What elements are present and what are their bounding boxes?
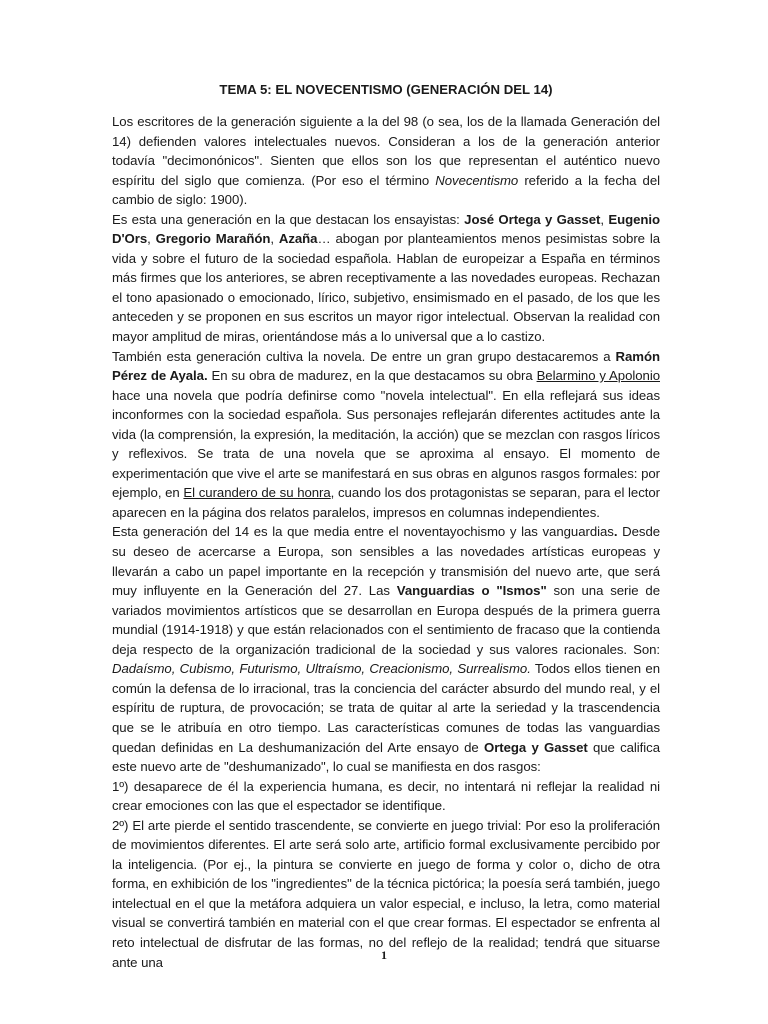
italic-term: Dadaísmo, Cubismo, Futurismo, Ultraísmo, Creacionismo, Surrealismo. [112, 661, 531, 677]
author-name: Gregorio Marañón [155, 231, 271, 247]
author-name: José Ortega y Gasset [464, 211, 601, 227]
work-title: El curandero de su honra [183, 485, 331, 501]
paragraph-6: 2º) El arte pierde el sentido trascendente, se convierte en juego trivial: Por eso la proliferación de movimientos diferentes. El arte será solo arte, artificio formal exclusivamente percibido por la inteligencia. (Por ej., la pintura se convierte en juego de forma y color o, dicho de otra forma, en exhibición de los "ingredientes" de la técnica pictórica; la poesía será también, juego intelectual en el que la metáfora adquiera un valor especial, e incluso, la letra, como material visual se convertirá también en material con el que crear formas. El espectador se enfrenta al reto intelectual de disfrutar de las formas, no del reflejo de la realidad; tendrá que situarse ante una [112, 817, 660, 970]
paragraph-1: Los escritores de la generación siguiente a la del 98 (o sea, los de la llamada Generación del 14) defienden valores intelectuales nuevos. Consideran a los de la generación anterior todavía "decimonónicos". Sienten que ellos son los que representan el auténtico nuevo espíritu del siglo que comienza. (Por eso el término Novecentismo referido a la fecha del cambio de siglo: 1900). [112, 114, 660, 208]
author-name: Eugenio D'Ors [112, 211, 660, 247]
italic-term: Novecentismo [435, 172, 519, 188]
paragraph-2: Es esta una generación en la que destacan los ensayistas: José Ortega y Gasset, Eugenio D'Ors, Gregorio Marañón, Azaña… abogan por planteamientos menos pesimistas sobre la vida y sobre el futuro de la sociedad española. Hablan de europeizar a España en términos más firmes que los anteriores, se abren receptivamente a las novedades europeas. Rechazan el tono apasionado o emocionado, lírico, subjetivo, ensimismado en el pasado, de los que les anteceden y se proponen en sus escritos un mayor rigor intelectual. Observan la realidad con mayor amplitud de miras, orientándose más a lo universal que a lo castizo. [112, 211, 660, 345]
paragraph-5: 1º) desaparece de él la experiencia humana, es decir, no intentará ni reflejar la realidad ni crear emociones con las que el espectador se identifique. [112, 778, 660, 814]
author-name: Azaña [278, 231, 318, 247]
author-name: Ramón Pérez de Ayala. [112, 348, 660, 384]
paragraph-3: También esta generación cultiva la novela. De entre un gran grupo destacaremos a Ramón Pérez de Ayala. En su obra de madurez, en la que destacamos su obra Belarmino y Apolonio hace una novela que podría definirse como "novela intelectual". En ella reflejará sus ideas inconformes con la sociedad española. Sus personajes reflejarán diferentes actitudes ante la vida (la comprensión, la expresión, la meditación, la acción) que se mezclan con rasgos líricos y reflexivos. Se trata de una novela que se aproxima al ensayo. El momento de experimentación que vive el arte se manifestará en sus obras en algunos rasgos formales: por ejemplo, en El curandero de su honra, cuando los dos protagonistas se separan, para el lector aparecen en la página dos relatos paralelos, impresos en columnas independientes. [112, 348, 660, 520]
author-name: Ortega y Gasset [483, 739, 588, 755]
work-title: Belarmino y Apolonio [536, 368, 660, 384]
bold-term: Vanguardias o "Ismos" [396, 583, 547, 599]
paragraph-4: Esta generación del 14 es la que media entre el noventayochismo y las vanguardias. Desde su deseo de acercarse a Europa, son sensibles a las novedades artísticas europeas y llevarán a cabo un papel importante en la recepción y transmisión del nuevo arte, que será muy influyente en la Generación del 27. Las Vanguardias o "Ismos" son una serie de variados movimientos artísticos que se desarrollan en Europa después de la primera guerra mundial (1914-1918) y que están relacionados con el sentimiento de fracaso que la contienda deja respecto de la organización tradicional de la sociedad y sus valores racionales. Son: Dadaísmo, Cubismo, Futurismo, Ultraísmo, Creacionismo, Surrealismo. Todos ellos tienen en común la defensa de lo irracional, tras la conciencia del carácter absurdo del mundo real, y el espíritu de ruptura, de provocación; se trata de quitar al arte la seriedad y la trascendencia que se le atribuía en otro tiempo. Las características comunes de todas las vanguardias quedan definidas en La deshumanización del Arte ensayo de Ortega y Gasset que califica este nuevo arte de "deshumanizado", lo cual se manifiesta en dos rasgos: [112, 524, 661, 775]
document-page [112, 80, 660, 972]
document-body [112, 112, 660, 972]
page-number: 1 [381, 948, 387, 962]
document-title: TEMA 5: EL NOVECENTISMO (GENERACIÓN DEL 14) [219, 82, 553, 97]
